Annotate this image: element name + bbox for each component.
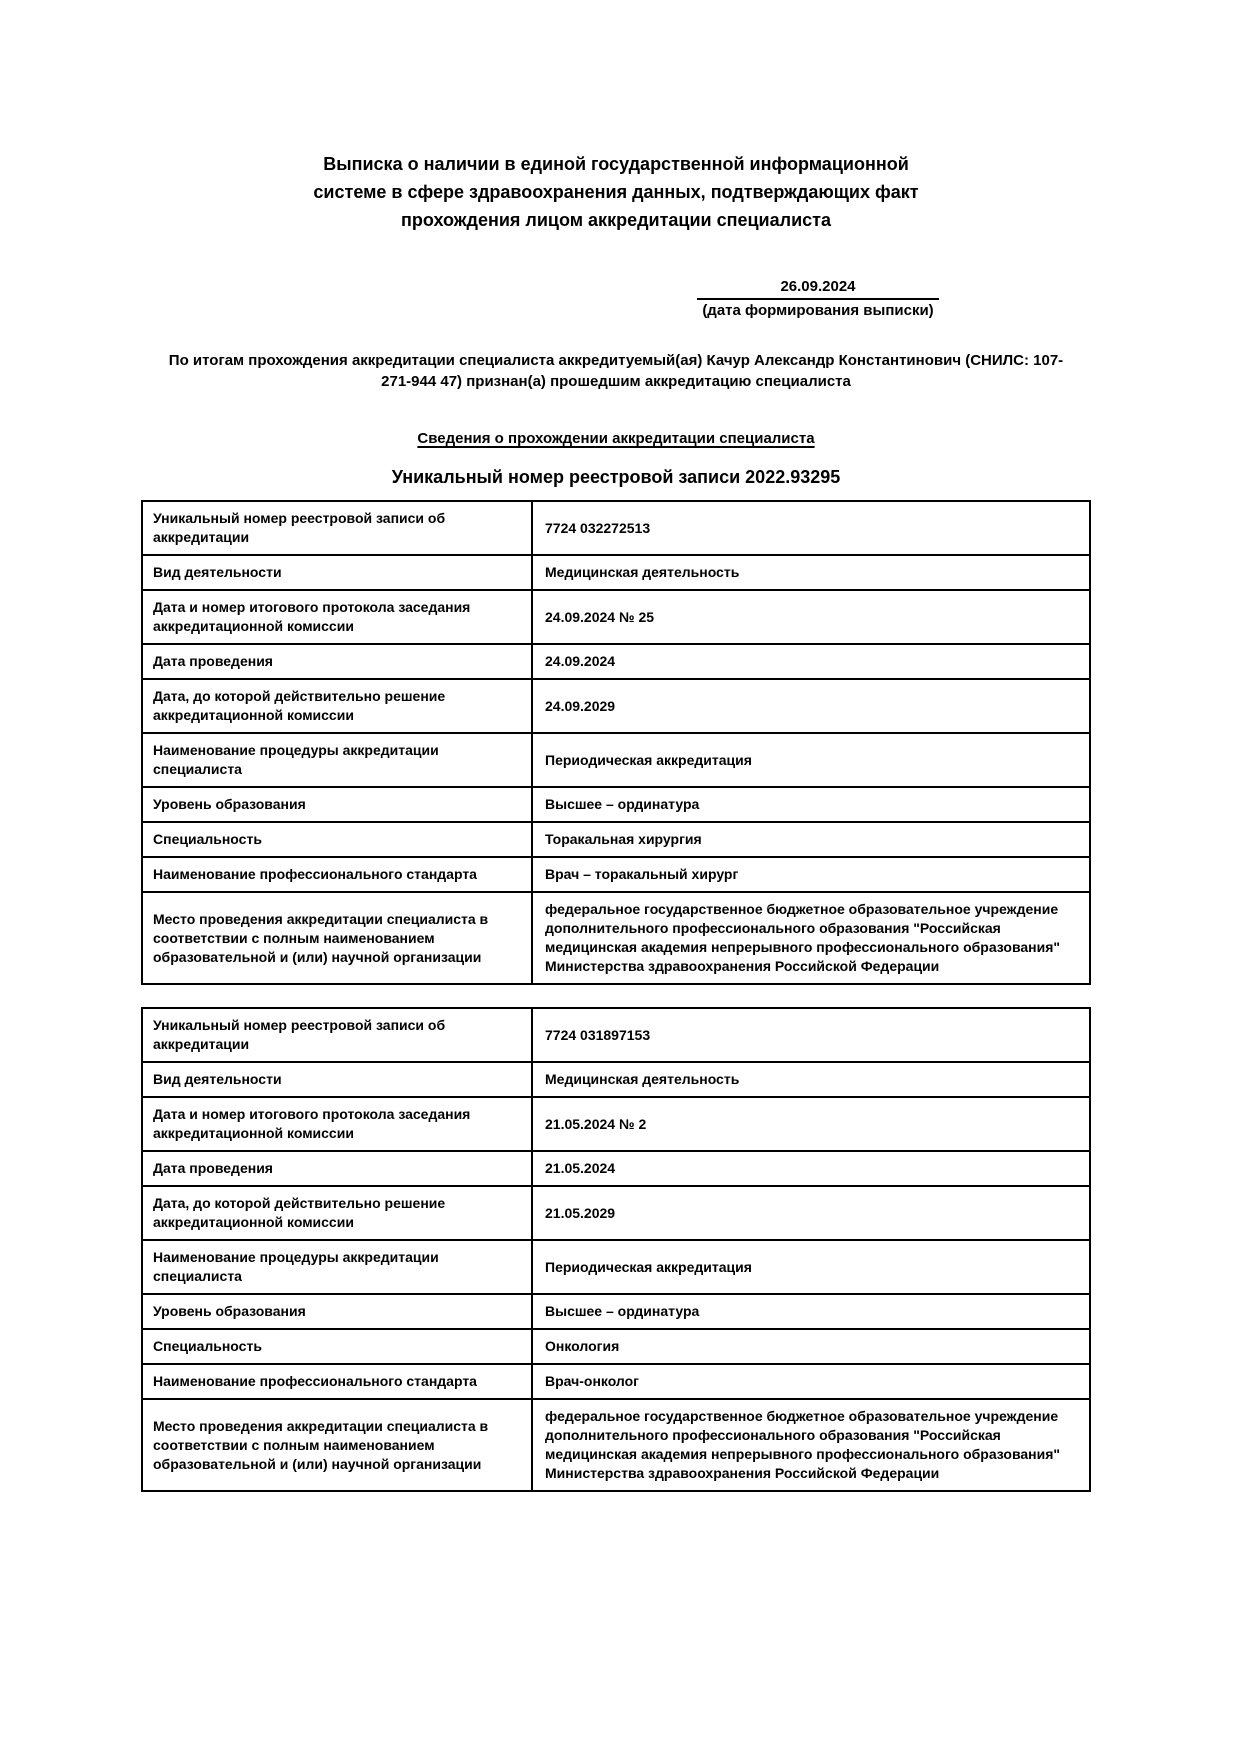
table-row (142, 733, 1090, 787)
row-label: Специальность (142, 1329, 532, 1364)
document-title-line: Выписка о наличии в единой государственной информационной (323, 154, 909, 174)
row-value: Торакальная хирургия (532, 822, 1090, 857)
table-row (142, 822, 1090, 857)
row-label: Дата проведения (142, 644, 532, 679)
row-value: 24.09.2029 (532, 679, 1090, 733)
formation-date-block (697, 278, 939, 320)
row-label: Наименование процедуры аккредитации специалиста (142, 1240, 532, 1294)
intro-paragraph-line: По итогам прохождения аккредитации специалиста аккредитуемый(ая) Качур Александр Константинович (СНИЛС: 107- (168, 352, 1064, 369)
row-value: Высшее – ординатура (532, 1294, 1090, 1329)
row-value: Высшее – ординатура (532, 787, 1090, 822)
table-row (142, 1186, 1090, 1240)
row-value: федеральное государственное бюджетное образовательное учреждение дополнительного профессионального образования "Российская медицинская академия непрерывного профессионального образования" Министерства здравоохранения Российской Федерации (532, 1399, 1090, 1491)
row-label: Уникальный номер реестровой записи об аккредитации (142, 1008, 532, 1062)
table-row (142, 1151, 1090, 1186)
table-row (142, 1097, 1090, 1151)
row-value: Периодическая аккредитация (532, 1240, 1090, 1294)
intro-paragraph-line: 271-944 47) признан(а) прошедшим аккредитацию специалиста (381, 373, 851, 390)
accreditation-record-table-2 (141, 1007, 1091, 1492)
row-value: 7724 031897153 (532, 1008, 1090, 1062)
document-title (141, 0, 1091, 234)
document-content (141, 0, 1091, 1492)
table-row (142, 892, 1090, 984)
table-row (142, 857, 1090, 892)
row-value: 7724 032272513 (532, 501, 1090, 555)
row-value: Периодическая аккредитация (532, 733, 1090, 787)
row-label: Дата проведения (142, 1151, 532, 1186)
row-label: Уникальный номер реестровой записи об аккредитации (142, 501, 532, 555)
row-value: Онкология (532, 1329, 1090, 1364)
row-value: 21.05.2024 № 2 (532, 1097, 1090, 1151)
table-row (142, 590, 1090, 644)
row-value: Медицинская деятельность (532, 1062, 1090, 1097)
table-row (142, 679, 1090, 733)
row-label: Вид деятельности (142, 1062, 532, 1097)
table-row (142, 501, 1090, 555)
row-value: федеральное государственное бюджетное образовательное учреждение дополнительного профессионального образования "Российская медицинская академия непрерывного профессионального образования" Министерства здравоохранения Российской Федерации (532, 892, 1090, 984)
row-label: Уровень образования (142, 787, 532, 822)
row-label: Дата и номер итогового протокола заседания аккредитационной комиссии (142, 1097, 532, 1151)
row-label: Наименование профессионального стандарта (142, 1364, 532, 1399)
row-value: Врач – торакальный хирург (532, 857, 1090, 892)
row-value: 21.05.2029 (532, 1186, 1090, 1240)
table-row (142, 644, 1090, 679)
table-row (142, 1329, 1090, 1364)
table-row (142, 1399, 1090, 1491)
row-value: 24.09.2024 № 25 (532, 590, 1090, 644)
section-heading: Сведения о прохождении аккредитации специалиста (417, 430, 815, 447)
accreditation-record-table-1 (141, 500, 1091, 985)
row-label: Уровень образования (142, 1294, 532, 1329)
table-row (142, 555, 1090, 590)
table-row (142, 1364, 1090, 1399)
table-row (142, 1240, 1090, 1294)
row-label: Место проведения аккредитации специалиста в соответствии с полным наименованием образовательной и (или) научной организации (142, 892, 532, 984)
row-label: Вид деятельности (142, 555, 532, 590)
formation-date: 26.09.2024 (697, 278, 939, 300)
table-row (142, 1062, 1090, 1097)
row-value: 24.09.2024 (532, 644, 1090, 679)
table-row (142, 1294, 1090, 1329)
row-label: Наименование профессионального стандарта (142, 857, 532, 892)
intro-paragraph (141, 350, 1091, 392)
row-value: 21.05.2024 (532, 1151, 1090, 1186)
row-label: Место проведения аккредитации специалиста в соответствии с полным наименованием образовательной и (или) научной организации (142, 1399, 532, 1491)
registry-record-heading: Уникальный номер реестровой записи 2022.93295 (391, 467, 841, 487)
row-value: Медицинская деятельность (532, 555, 1090, 590)
row-label: Специальность (142, 822, 532, 857)
table-row (142, 787, 1090, 822)
row-label: Дата и номер итогового протокола заседания аккредитационной комиссии (142, 590, 532, 644)
document-title-line: прохождения лицом аккредитации специалиста (401, 210, 831, 230)
formation-date-caption: (дата формирования выписки) (702, 302, 934, 319)
row-label: Дата, до которой действительно решение аккредитационной комиссии (142, 1186, 532, 1240)
document-title-line: системе в сфере здравоохранения данных, подтверждающих факт (313, 182, 919, 202)
table-row (142, 1008, 1090, 1062)
row-label: Наименование процедуры аккредитации специалиста (142, 733, 532, 787)
row-value: Врач-онколог (532, 1364, 1090, 1399)
row-label: Дата, до которой действительно решение аккредитационной комиссии (142, 679, 532, 733)
